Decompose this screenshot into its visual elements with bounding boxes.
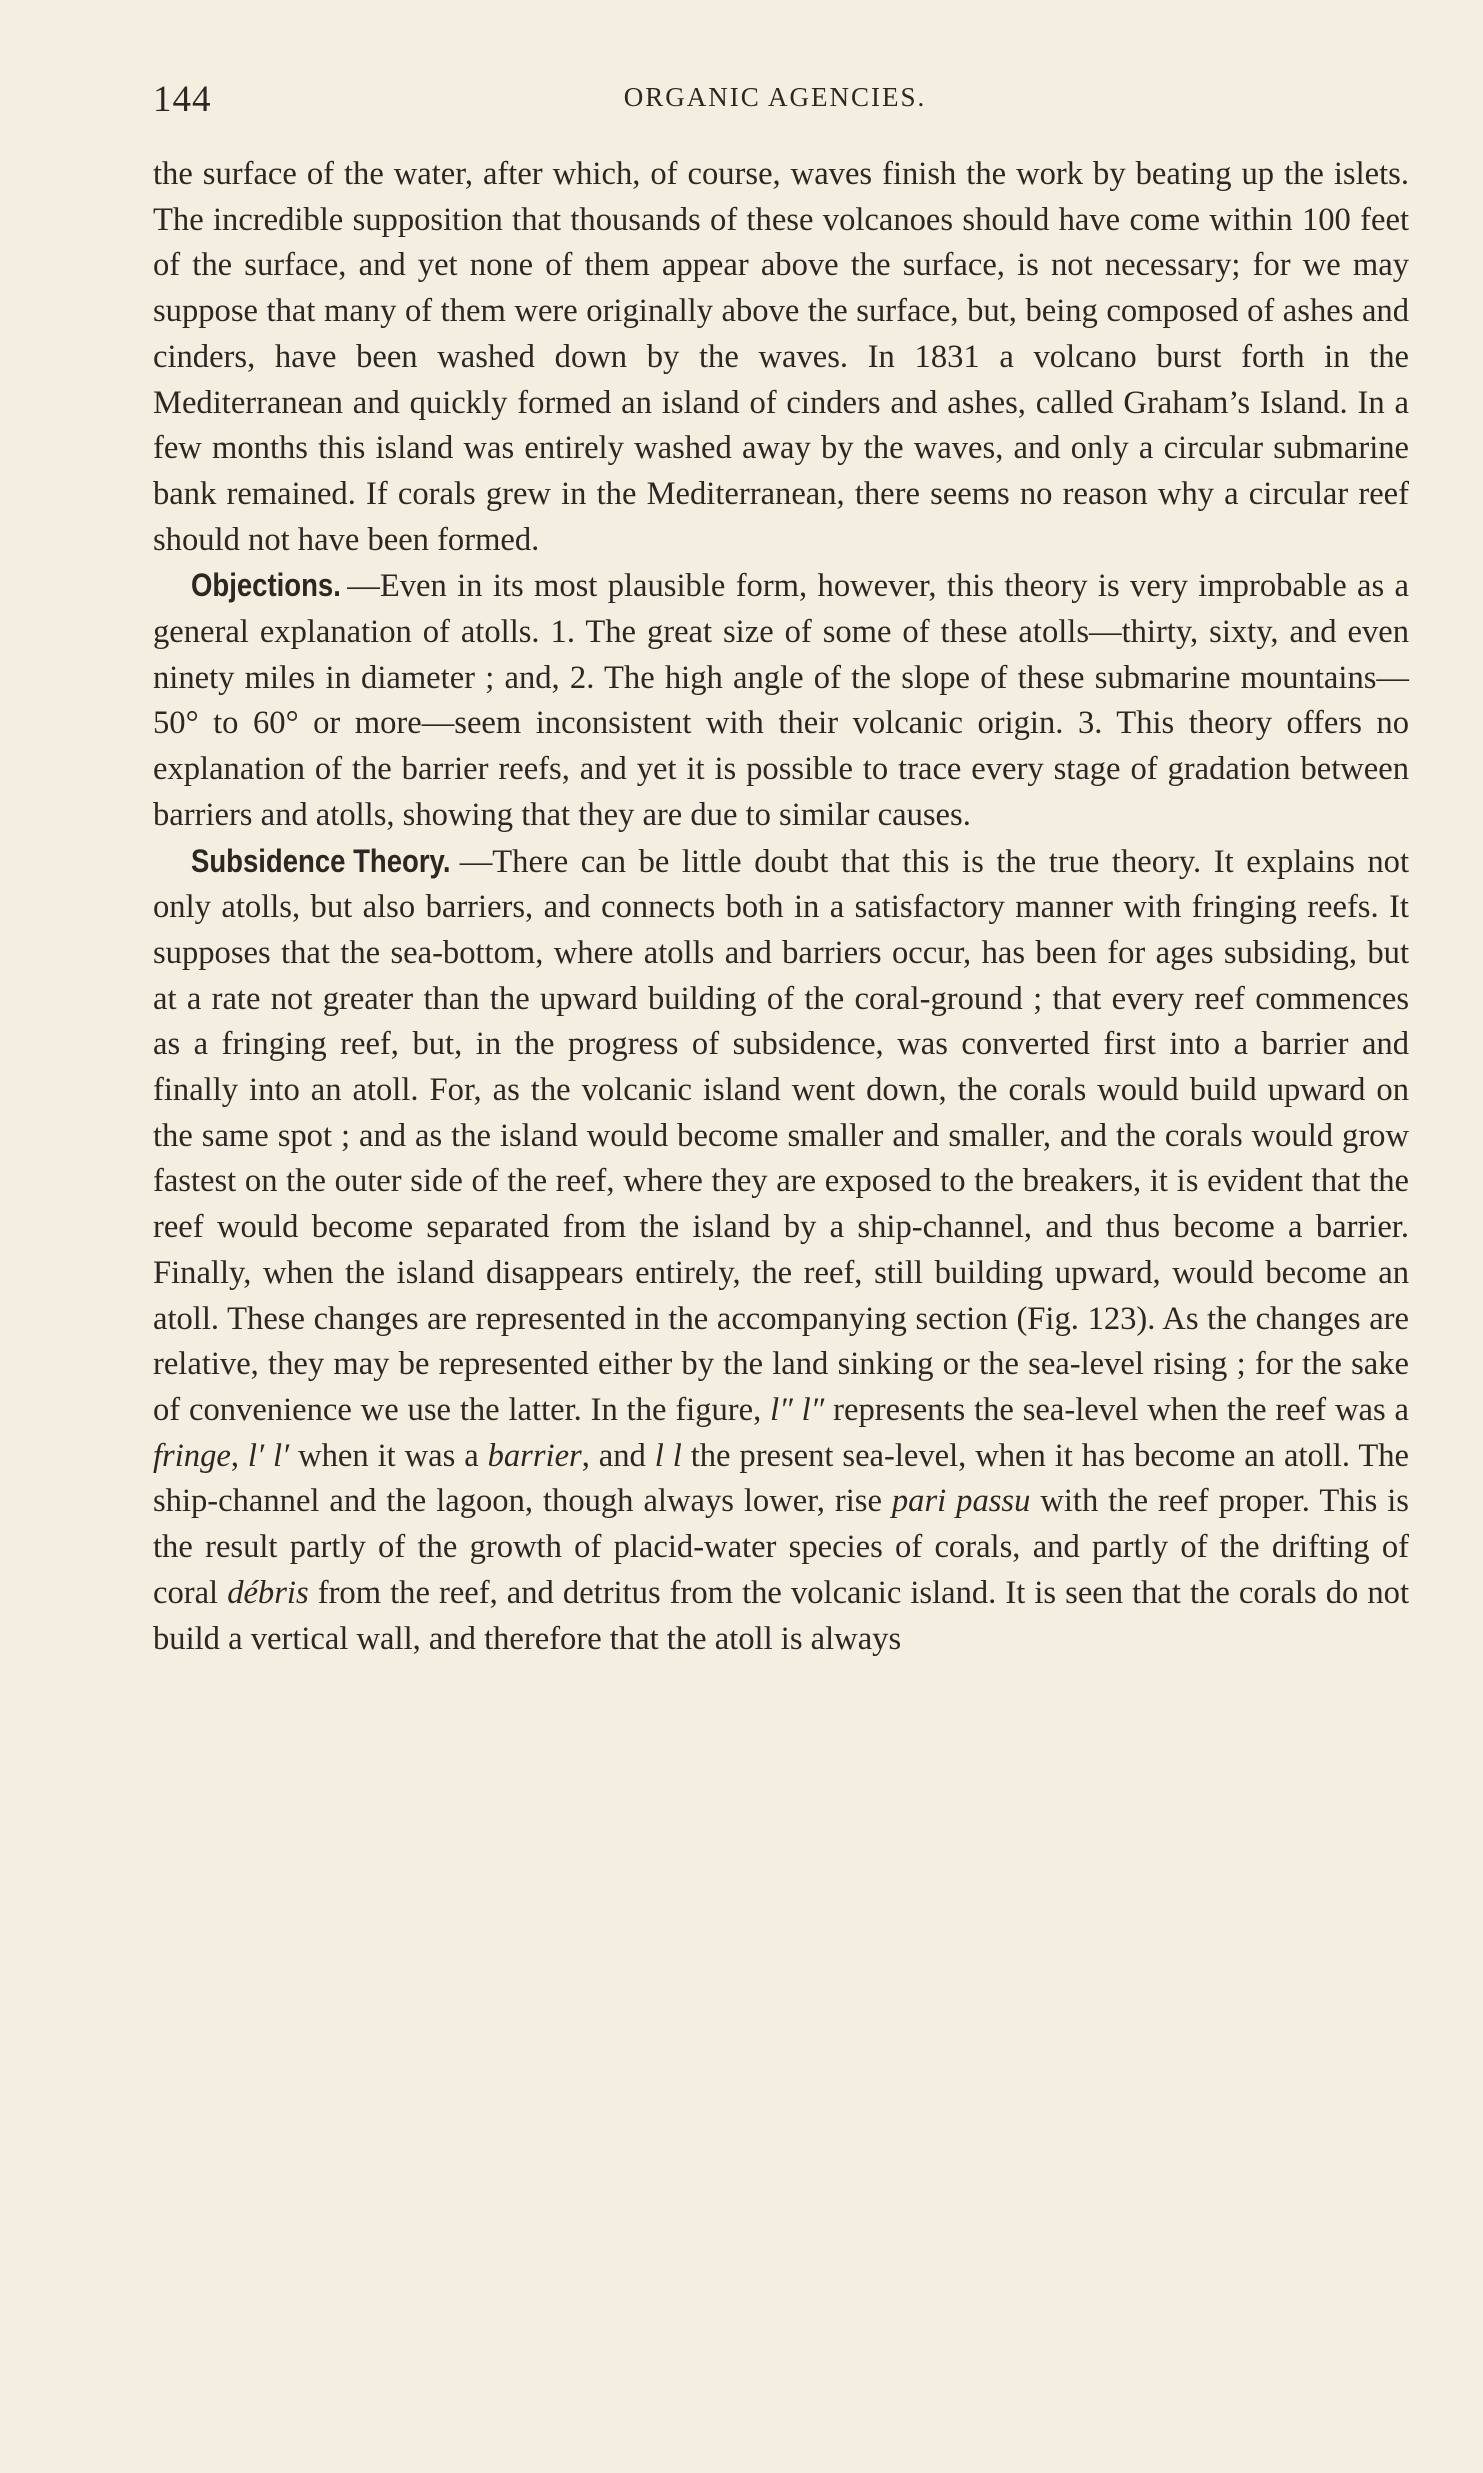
italic-debris: débris [227, 1574, 309, 1611]
symbol-l-double-prime: l″ l″ [770, 1391, 825, 1428]
running-head [153, 78, 1397, 124]
subsidence-text-8: from the reef, and detritus from the volcanic island. It is seen that the corals do not build a vertical wall, and therefore that the atoll is always [153, 1574, 1409, 1657]
paragraph-continuation: the surface of the water, after which, of course, waves finish the work by beating up the islets. The incredible supposition that thousands of these volcanoes should have come within 100 feet of the surface, and yet none of them appear above the surface, is not necessary; for we may suppose that many of them were originally above the surface, but, being composed of ashes and cinders, have been washed down by the waves. In 1831 a volcano burst forth in the Mediterranean and quickly formed an island of cinders and ashes, called Graham’s Island. In a few months this island was entirely washed away by the waves, and only a circular submarine bank remained. If corals grew in the Mediterranean, there seems no reason why a circular reef should not have been formed. [153, 156, 1409, 558]
paragraph-objections [153, 563, 1409, 838]
subsidence-text-5: , and [581, 1437, 646, 1474]
subsidence-text-7: with the reef proper. This is the result partly of the growth of placid-water species of corals, and partly of the drifting of coral [153, 1483, 1409, 1611]
section-heading-objections: Objections. [191, 567, 341, 604]
symbol-l: l l [654, 1437, 682, 1474]
paragraph-subsidence-theory [153, 839, 1409, 1663]
subsidence-text-2: represents the sea-level when the reef was a [833, 1391, 1409, 1428]
italic-fringe: fringe [153, 1437, 231, 1474]
running-title: ORGANIC AGENCIES. [623, 82, 927, 112]
subsidence-text-6: the present sea-level, when it has become an atoll. The ship-channel and the lagoon, though always lower, rise [153, 1437, 1409, 1520]
objections-text: —Even in its most plausible form, however, this theory is very improbable as a general explanation of atolls. 1. The great size of some of these atolls—thirty, sixty, and even ninety miles in diameter ; and, 2. The high angle of the slope of these submarine mountains—50° to 60° or more—seem inconsistent with their volcanic origin. 3. This theory offers no explanation of the barrier reefs, and yet it is possible to trace every stage of gradation between barriers and atolls, showing that they are due to similar causes. [153, 568, 1409, 833]
section-heading-subsidence-theory: Subsidence Theory. [191, 842, 451, 879]
body-text [153, 152, 1409, 1662]
italic-barrier: barrier [487, 1437, 582, 1474]
subsidence-text-4: when it was a [298, 1437, 479, 1474]
symbol-l-prime: l′ l′ [247, 1437, 290, 1474]
subsidence-text-1: —There can be little doubt that this is the true theory. It explains not only atolls, but also barriers, and connects both in a satisfactory manner with fringing reefs. It supposes that the sea-bottom, where atolls and barriers occur, has been for ages subsiding, but at a rate not greater than the upward building of the coral-ground ; that every reef commences as a fringing reef, but, in the progress of subsidence, was converted first into a barrier and finally into an atoll. For, as the volcanic island went down, the corals would build upward on the same spot ; and as the island would become smaller and smaller, and the corals would grow fastest on the outer side of the reef, where they are exposed to the breakers, it is evident that the reef would become separated from the island by a ship-channel, and thus become a barrier. Finally, when the island disappears entirely, the reef, still building upward, would become an atoll. These changes are represented in the accompanying section (Fig. 123). As the changes are relative, they may be represented either by the land sinking or the sea-level rising ; for the sake of convenience we use the latter. In the figure, [153, 843, 1409, 1428]
subsidence-text-3: , [230, 1437, 239, 1474]
italic-pari-passu: pari passu [891, 1483, 1031, 1520]
page-number: 144 [153, 79, 212, 120]
